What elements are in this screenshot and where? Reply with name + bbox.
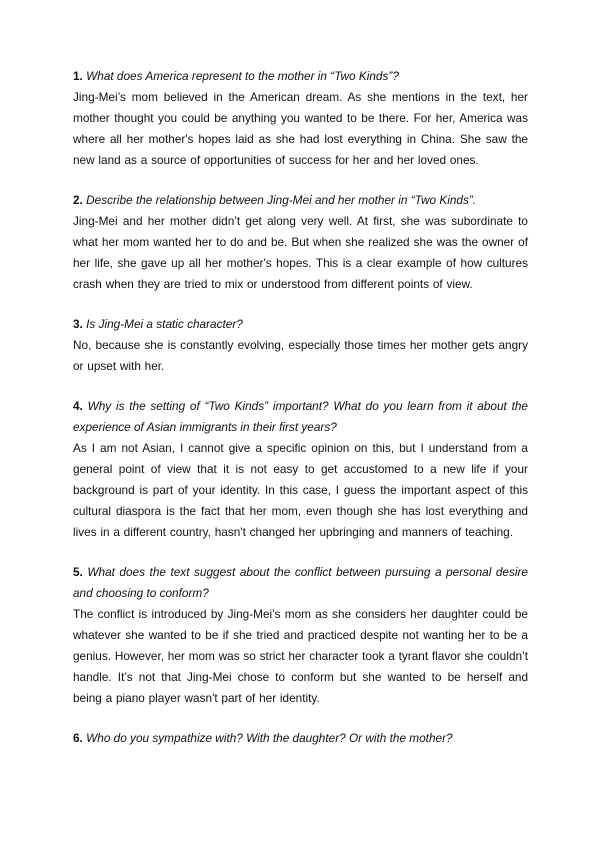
question-number: 6. [73, 731, 83, 745]
qa-item-1 [73, 66, 528, 171]
question-1 [73, 66, 528, 87]
question-number: 5. [73, 565, 83, 579]
answer-1: Jing-Mei’s mom believed in the American dream. As she mentions in the text, her mother thought you could be anything you wanted to be there. For her, America was where all her mother's hopes laid as she had lost everything in China. She saw the new land as a source of opportunities of success for her and her loved ones. [73, 90, 528, 167]
document-page [73, 66, 528, 768]
qa-item-2 [73, 190, 528, 295]
question-number: 4. [73, 399, 83, 413]
question-2 [73, 190, 528, 211]
answer-5: The conflict is introduced by Jing-Mei’s mom as she considers her daughter could be whatever she wanted to be if she tried and practiced despite not wanting her to be a genius. However, her mom was so strict her character took a tyrant flavor she couldn’t handle. It’s not that Jing-Mei chose to conform but she wanted to be herself and being a piano player wasn't part of her identity. [73, 607, 528, 705]
answer-4: As I am not Asian, I cannot give a specific opinion on this, but I understand from a general point of view that it is not easy to get accustomed to a new life if your background is part of your identity. In this case, I guess the important aspect of this cultural diaspora is the fact that her mom, even though she has lost everything and lives in a different country, hasn't changed her upbringing and manners of teaching. [73, 441, 528, 539]
qa-item-4 [73, 396, 528, 543]
question-number: 1. [73, 69, 83, 83]
question-5 [73, 562, 528, 604]
question-text: Why is the setting of “Two Kinds” important? What do you learn from it about the experience of Asian immigrants in their first years? [73, 399, 528, 434]
question-text: What does America represent to the mother in “Two Kinds”? [86, 69, 399, 83]
qa-item-3 [73, 314, 528, 377]
question-6 [73, 728, 528, 749]
question-3 [73, 314, 528, 335]
question-text: Is Jing-Mei a static character? [86, 317, 243, 331]
question-number: 3. [73, 317, 83, 331]
question-number: 2. [73, 193, 83, 207]
question-4 [73, 396, 528, 438]
question-text: What does the text suggest about the conflict between pursuing a personal desire and choosing to conform? [73, 565, 528, 600]
qa-item-5 [73, 562, 528, 709]
qa-item-6 [73, 728, 528, 749]
answer-2: Jing-Mei and her mother didn’t get along very well. At first, she was subordinate to what her mom wanted her to do and be. But when she realized she was the owner of her life, she gave up all her mother's hopes. This is a clear example of how cultures crash when they are tried to mix or understood from different points of view. [73, 214, 528, 291]
question-text: Who do you sympathize with? With the daughter? Or with the mother? [86, 731, 453, 745]
question-text: Describe the relationship between Jing-Mei and her mother in “Two Kinds”. [86, 193, 477, 207]
answer-3: No, because she is constantly evolving, especially those times her mother gets angry or upset with her. [73, 338, 528, 373]
